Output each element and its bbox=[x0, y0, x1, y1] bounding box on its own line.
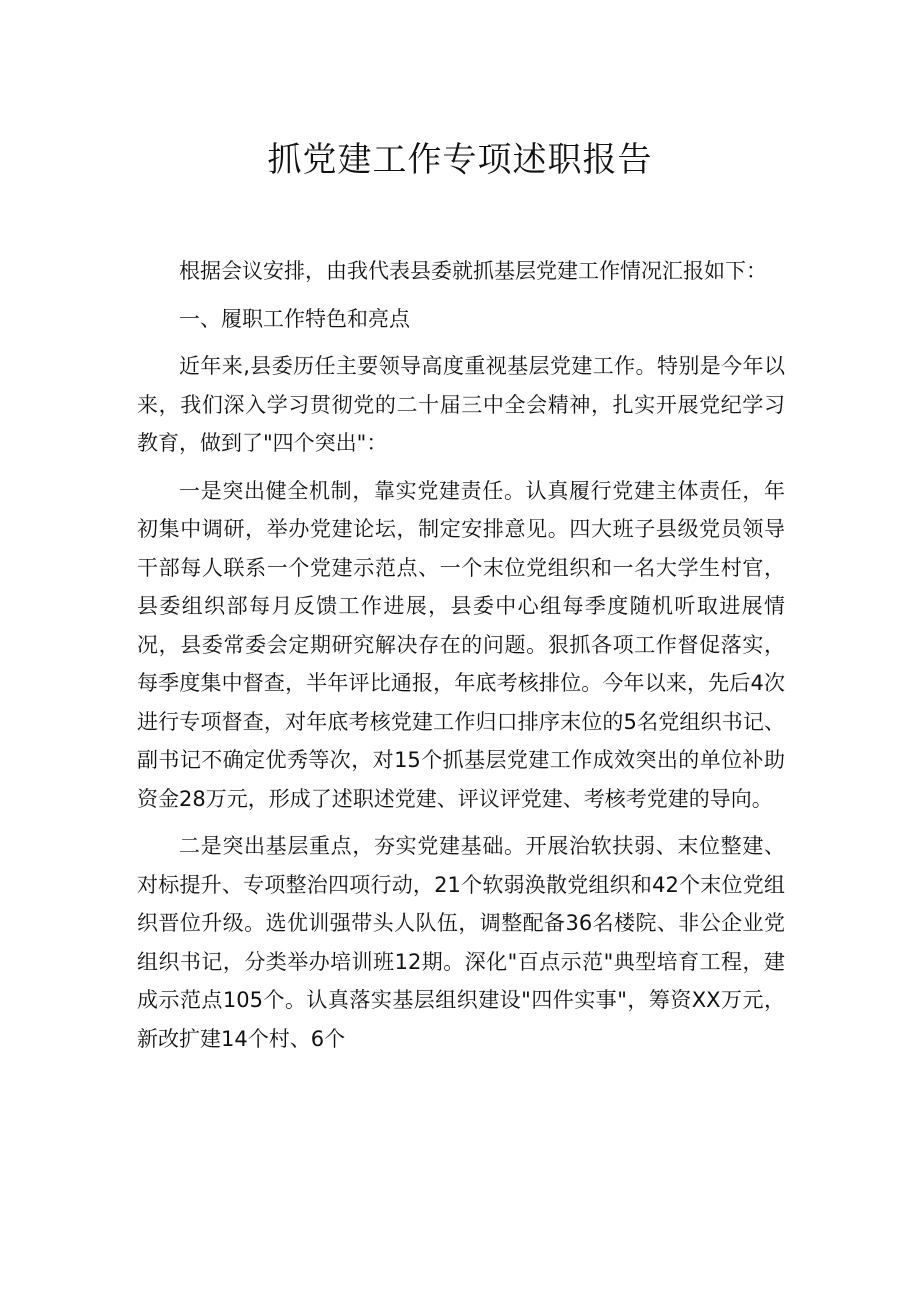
section-heading: 一、履职工作特色和亮点 bbox=[179, 306, 410, 331]
document-body bbox=[137, 252, 785, 1058]
paragraph-point-one: 一是突出健全机制，靠实党建责任。认真履行党建主体责任，年初集中调研，举办党建论坛，制定安排意见。四大班子县级党员领导干部每人联系一个党建示范点、一个末位党组织和一名大学生村官，县委组织部每月反馈工作进展，县委中心组每季度随机听取进展情况，县委常委会定期研究解决存在的问题。狠抓各项工作督促落实，每季度集中督查，半年评比通报，年底考核排位。今年以来，先后4次进行专项督查，对年底考核党建工作归口排序末位的5名党组织书记、副书记不确定优秀等次，对15个抓基层党建工作成效突出的单位补助资金28万元，形成了述职述党建、评议评党建、考核考党建的导向。 bbox=[137, 478, 785, 811]
paragraph-overview: 近年来,县委历任主要领导高度重视基层党建工作。特别是今年以来，我们深入学习贯彻党的二十届三中全会精神，扎实开展党纪学习教育，做到了"四个突出"： bbox=[137, 354, 785, 455]
document-title: 抓党建工作专项述职报告 bbox=[267, 140, 653, 180]
paragraph-intro: 根据会议安排，由我代表县委就抓基层党建工作情况汇报如下： bbox=[179, 259, 767, 283]
paragraph-point-two: 二是突出基层重点，夯实党建基础。开展治软扶弱、末位整建、对标提升、专项整治四项行动，21个软弱涣散党组织和42个末位党组织晋位升级。选优训强带头人队伍，调整配备36名楼院、非公企业党组织书记，分类举办培训班12期。深化"百点示范"典型培育工程，建成示范点105个。认真落实基层组织建设"四件实事"，筹资XX万元，新改扩建14个村、6个 bbox=[137, 834, 785, 1051]
